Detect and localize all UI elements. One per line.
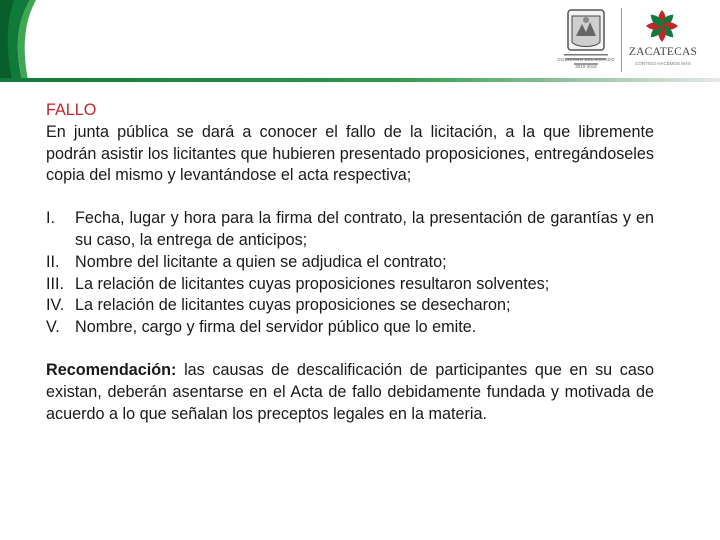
section-title: FALLO bbox=[46, 101, 97, 119]
document-body bbox=[46, 100, 654, 425]
list-item-text: Nombre del licitante a quien se adjudica el contrato; bbox=[75, 252, 447, 271]
list-item-number: I. bbox=[46, 209, 55, 228]
list-item-number: III. bbox=[46, 274, 64, 293]
header-divider bbox=[621, 8, 622, 72]
list-item bbox=[46, 274, 654, 296]
list-item bbox=[46, 252, 654, 274]
list-item-number: II. bbox=[46, 252, 60, 271]
requirements-list bbox=[46, 208, 654, 339]
list-item-number: V. bbox=[46, 318, 60, 337]
list-item-text: La relación de licitantes cuyas proposiciones resultaron solventes; bbox=[75, 274, 550, 293]
list-item-text: Nombre, cargo y firma del servidor público que lo emite. bbox=[75, 318, 477, 337]
list-item-text: Fecha, lugar y hora para la firma del contrato, la presentación de garantías y en su caso, la entrega de anticipos; bbox=[75, 209, 654, 249]
recommendation-label: Recomendación: bbox=[46, 360, 177, 379]
list-item-number: IV. bbox=[46, 296, 65, 315]
list-item bbox=[46, 317, 654, 339]
header bbox=[0, 0, 720, 80]
seal-caption-line2: 2010-2016 bbox=[575, 64, 597, 69]
intro-paragraph: En junta pública se dará a conocer el fallo de la licitación, a la que libremente podrán asistir los licitantes que hubieren presentado proposiciones, entregándoseles copia del mismo y levantándose el acta respectiva; bbox=[46, 122, 654, 185]
header-bottom-band bbox=[0, 78, 720, 82]
list-item bbox=[46, 208, 654, 252]
recommendation-text: las causas de descalificación de participantes que en su caso existan, deberán asentarse en el Acta de fallo debidamente fundada y motivada de acuerdo a lo que señalan los preceptos legales en la materia. bbox=[46, 360, 654, 423]
brand-name: ZACATECAS bbox=[628, 46, 698, 58]
green-leaf-corner-icon bbox=[0, 0, 48, 80]
brand-tagline: CONTIGO HACEMOS MÁS bbox=[634, 61, 691, 66]
list-item-text: La relación de licitantes cuyas proposiciones se desecharon; bbox=[75, 296, 511, 315]
list-item bbox=[46, 295, 654, 317]
seal-caption-line1: GOBIERNO DEL ESTADO bbox=[557, 57, 615, 62]
recommendation-paragraph bbox=[46, 360, 654, 425]
